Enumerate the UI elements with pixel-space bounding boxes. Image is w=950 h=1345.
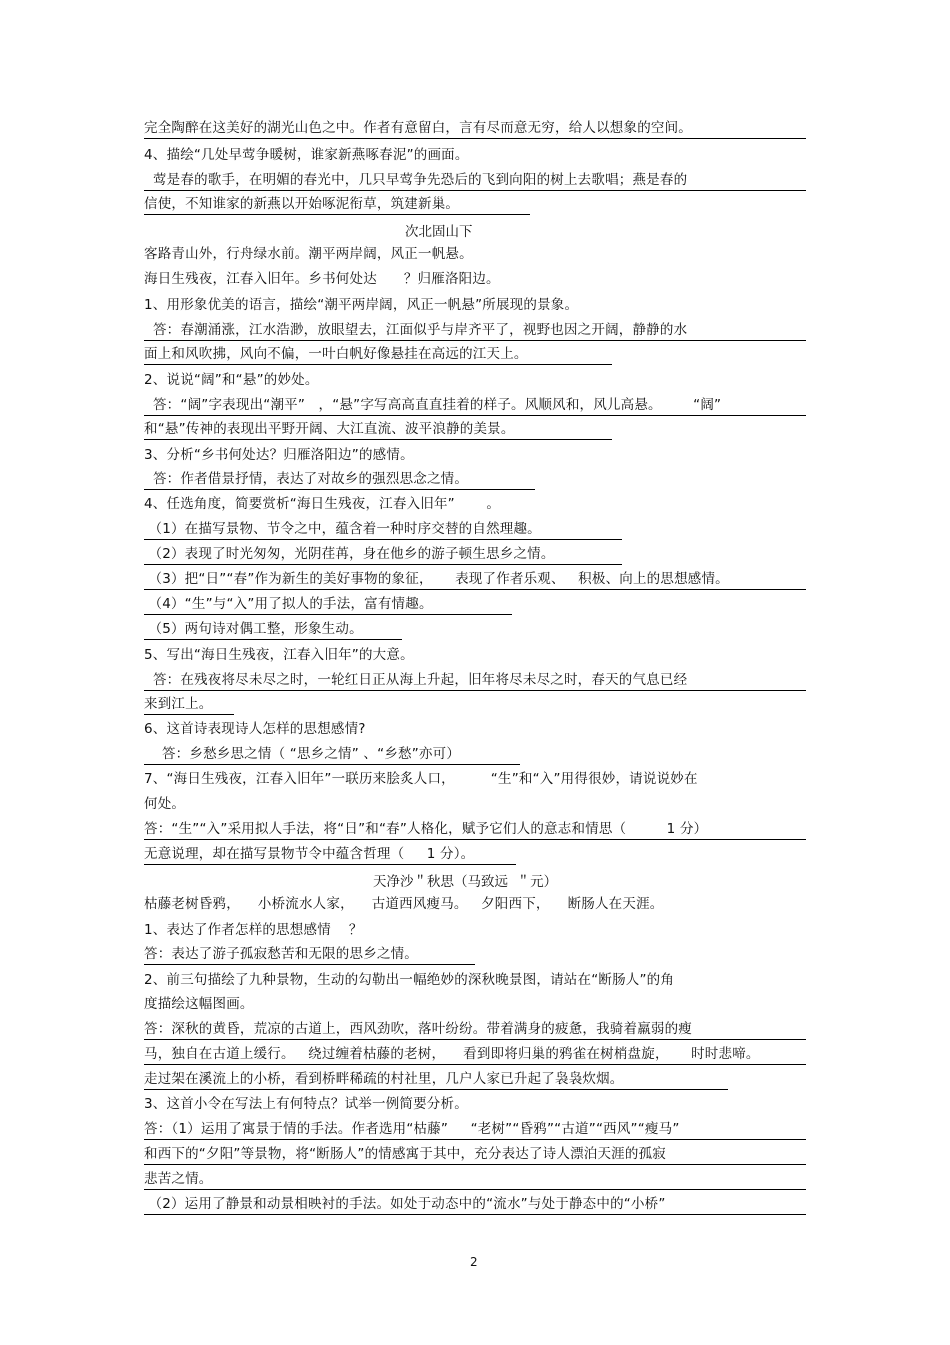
answer-line: 和西下的“夕阳”等景物，将“断肠人”的情感寓于其中，充分表达了诗人漂泊天涯的孤寂 bbox=[144, 1145, 806, 1165]
answer-line: 答：“阔”字表现出“潮平” ，“悬”字写高高直直挂着的样子。风顺风和，风儿高悬。 “阔” bbox=[144, 396, 806, 416]
answer-line: 面上和风吹拂，风向不偏，一叶白帆好像悬挂在高远的江天上。 bbox=[144, 345, 612, 365]
answer-line: 和“悬”传神的表现出平野开阔、大江直流、波平浪静的美景。 bbox=[144, 420, 612, 440]
question-line: 7、“海日生残夜，江春入旧年”一联历来脍炙人口， “生”和“入”用得很妙，请说说妙在 bbox=[144, 771, 698, 787]
answer-line: 信使，不知谁家的新燕以开始啄泥衔草，筑建新巢。 bbox=[144, 195, 530, 215]
question-line: 4、任选角度，简要赏析“海日生残夜，江春入旧年” 。 bbox=[144, 496, 501, 512]
poem-title: 次北固山下 bbox=[405, 224, 473, 240]
answer-line: 答：（1）运用了寓景于情的手法。作者选用“枯藤” “老树”“昏鸦”“古道”“西风”“瘦马” bbox=[144, 1120, 806, 1140]
question-line: 6、这首诗表现诗人怎样的思想感情? bbox=[144, 721, 366, 737]
answer-line: 答：乡愁乡思之情（ “思乡之情” 、“乡愁”亦可） bbox=[144, 745, 520, 765]
question-line: 1、表达了作者怎样的思想感情 ？ bbox=[144, 922, 363, 938]
poem-line: 客路青山外，行舟绿水前。潮平两岸阔，风正一帆悬。 bbox=[144, 246, 473, 262]
text-line: 完全陶醉在这美好的湖光山色之中。作者有意留白，言有尽而意无穷，给人以想象的空间。 bbox=[144, 119, 806, 139]
question-line: 何处。 bbox=[144, 796, 186, 812]
question-line: 3、分析“乡书何处达？归雁洛阳边”的感情。 bbox=[144, 447, 414, 463]
question-line: 度描绘这幅图画。 bbox=[144, 996, 254, 1012]
question-line: 4、描绘“几处早莺争暖树，谁家新燕啄春泥”的画面。 bbox=[144, 147, 469, 163]
answer-line: 莺是春的歌手，在明媚的春光中，几只早莺争先恐后的飞到向阳的树上去歌唱；燕是春的 bbox=[144, 171, 806, 191]
answer-line: （3）把“日”“春”作为新生的美好事物的象征， 表现了作者乐观、 积极、向上的思想感情。 bbox=[144, 570, 806, 590]
answer-line: 答：表达了游子孤寂愁苦和无限的思乡之情。 bbox=[144, 945, 475, 965]
answer-line: 答：在残夜将尽未尽之时，一轮红日正从海上升起，旧年将尽未尽之时，春天的气息已经 bbox=[144, 671, 806, 691]
answer-line: 无意说理，却在描写景物节令中蕴含哲理（ 1 分）。 bbox=[144, 845, 516, 865]
answer-line: （2）表现了时光匆匆，光阴荏苒，身在他乡的游子顿生思乡之情。 bbox=[144, 545, 622, 565]
question-line: 2、说说“阔”和“悬”的妙处。 bbox=[144, 372, 319, 388]
page-number: 2 bbox=[470, 1255, 478, 1269]
poem-line: 海日生残夜，江春入旧年。乡书何处达 ？归雁洛阳边。 bbox=[144, 271, 500, 287]
answer-line: （4）“生”与“入”用了拟人的手法，富有情趣。 bbox=[144, 595, 512, 615]
question-line: 5、写出“海日生残夜，江春入旧年”的大意。 bbox=[144, 647, 414, 663]
question-line: 1、用形象优美的语言，描绘“潮平两岸阔，风正一帆悬”所展现的景象。 bbox=[144, 297, 579, 313]
answer-line: （2）运用了静景和动景相映衬的手法。如处于动态中的“流水”与处于静态中的“小桥” bbox=[144, 1195, 806, 1215]
question-line: 3、这首小令在写法上有何特点？试举一例简要分析。 bbox=[144, 1096, 468, 1112]
answer-line: 马，独自在古道上缓行。 绕过缠着枯藤的老树， 看到即将归巢的鸦雀在树梢盘旋， 时时悲啼。 bbox=[144, 1045, 806, 1065]
answer-line: 走过架在溪流上的小桥，看到桥畔稀疏的村社里，几户人家已升起了袅袅炊烟。 bbox=[144, 1070, 728, 1090]
answer-line: 答：春潮涌涨，江水浩渺，放眼望去，江面似乎与岸齐平了，视野也因之开阔，静静的水 bbox=[144, 321, 806, 341]
answer-line: 答：作者借景抒情，表达了对故乡的强烈思念之情。 bbox=[144, 470, 535, 490]
answer-line: 答：深秋的黄昏，荒凉的古道上，西风劲吹，落叶纷纷。带着满身的疲惫，我骑着羸弱的瘦 bbox=[144, 1020, 806, 1040]
poem-line: 枯藤老树昏鸦， 小桥流水人家， 古道西风瘦马。 夕阳西下， 断肠人在天涯。 bbox=[144, 896, 664, 912]
question-line: 2、前三句描绘了九种景物，生动的勾勒出一幅绝妙的深秋晚景图，请站在“断肠人”的角 bbox=[144, 972, 675, 988]
answer-line: （1）在描写景物、节令之中，蕴含着一种时序交替的自然理趣。 bbox=[144, 520, 622, 540]
poem-title: 天净沙＂秋思（马致远 ＂元） bbox=[373, 874, 558, 890]
answer-line: 来到江上。 bbox=[144, 695, 234, 715]
answer-line: 悲苦之情。 bbox=[144, 1170, 806, 1190]
answer-line: 答：“生”“入”采用拟人手法，将“日”和“春”人格化，赋予它们人的意志和情思（ 1 分） bbox=[144, 820, 806, 840]
answer-line: （5）两句诗对偶工整，形象生动。 bbox=[144, 620, 402, 640]
